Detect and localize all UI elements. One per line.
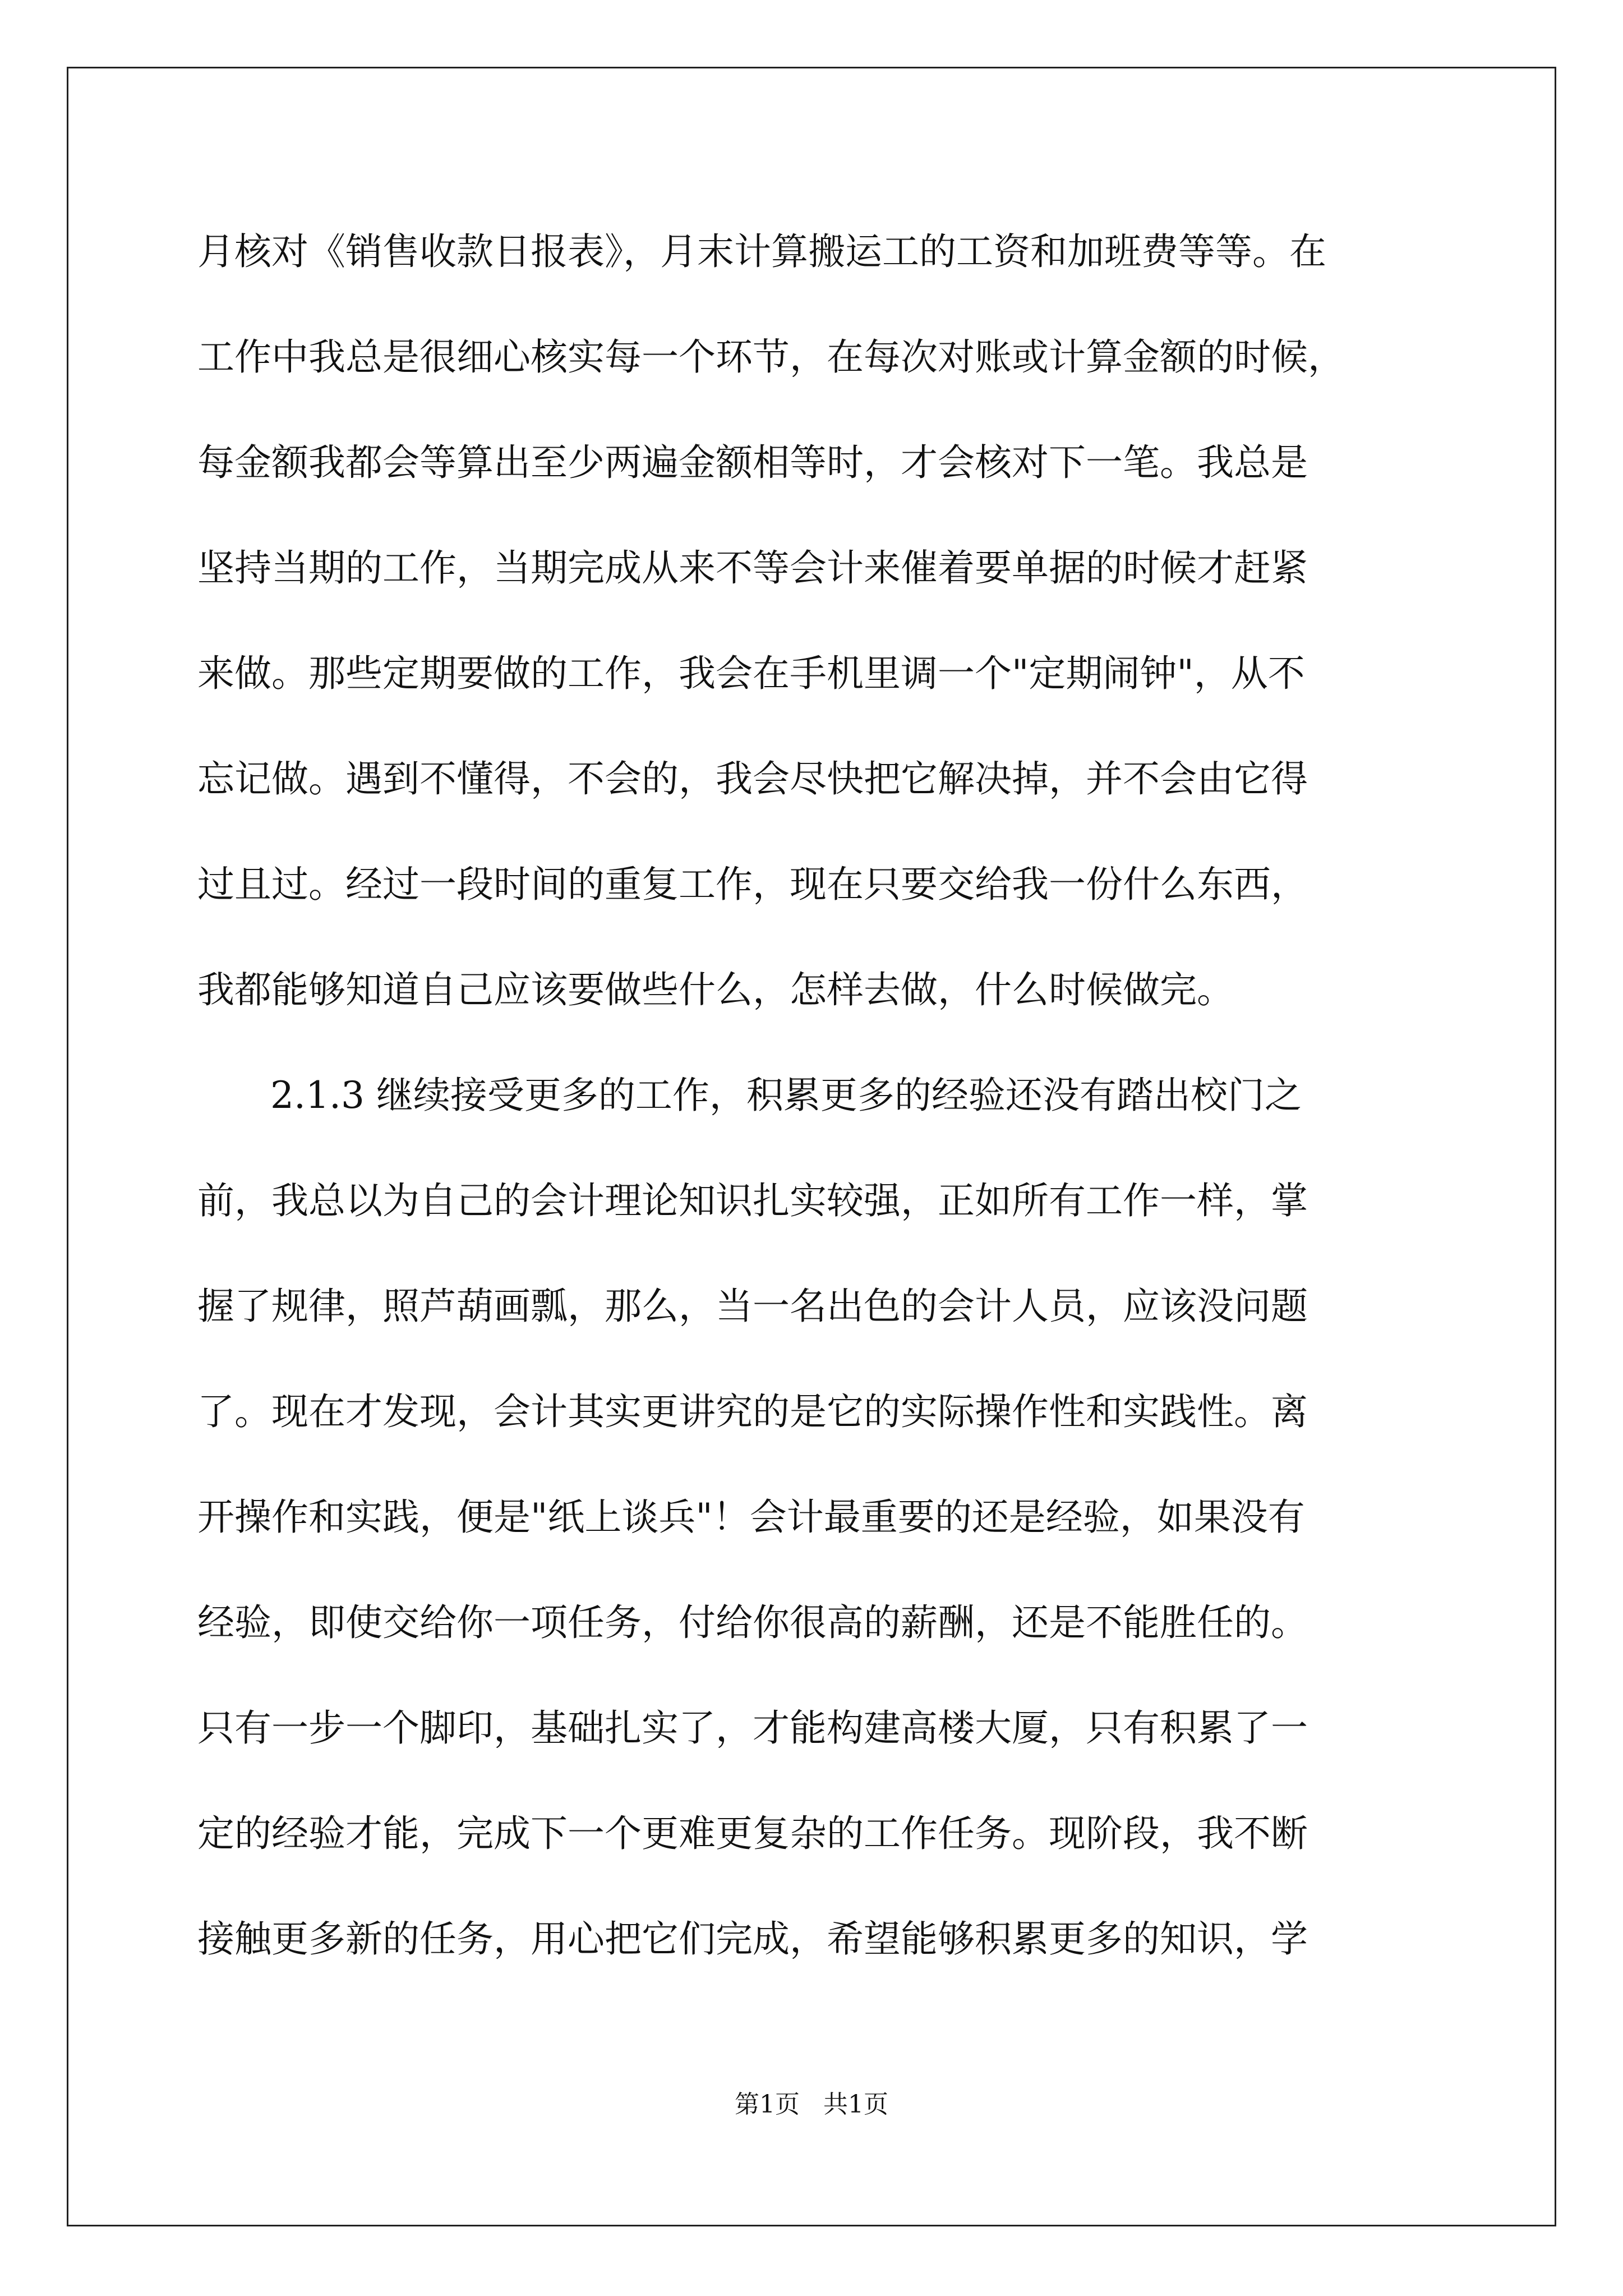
text-line: 每金额我都会等算出至少两遍金额相等时，才会核对下一笔。我总是 xyxy=(197,441,1308,484)
text-line: 我都能够知道自己应该要做些什么，怎样去做，什么时候做完。 xyxy=(197,968,1234,1011)
section-heading-line: 2.1.3 继续接受更多的工作，积累更多的经验还没有踏出校门之 xyxy=(270,1074,1302,1117)
text-line: 坚持当期的工作，当期完成从来不等会计来催着要单据的时候才赶紧 xyxy=(197,546,1308,590)
text-line: 定的经验才能，完成下一个更难更复杂的工作任务。现阶段，我不断 xyxy=(197,1812,1308,1855)
text-line: 过且过。经过一段时间的重复工作，现在只要交给我一份什么东西， xyxy=(197,863,1308,906)
text-line: 月核对《销售收款日报表》，月末计算搬运工的工资和加班费等等。在 xyxy=(197,230,1326,273)
document-body xyxy=(197,199,1437,1992)
text-line: 忘记做。遇到不懂得，不会的，我会尽快把它解决掉，并不会由它得 xyxy=(197,757,1308,800)
text-line: 了。现在才发现，会计其实更讲究的是它的实际操作性和实践性。离 xyxy=(197,1390,1308,1433)
page-footer: 第1页 共1页 xyxy=(735,2090,888,2119)
text-line: 握了规律，照芦葫画瓢，那么，当一名出色的会计人员，应该没问题 xyxy=(197,1285,1308,1328)
text-line: 开操作和实践，便是"纸上谈兵"！会计最重要的还是经验，如果没有 xyxy=(197,1496,1305,1539)
text-line: 接触更多新的任务，用心把它们完成，希望能够积累更多的知识，学 xyxy=(197,1917,1308,1961)
text-line: 前，我总以为自己的会计理论知识扎实较强，正如所有工作一样，掌 xyxy=(197,1179,1308,1222)
text-line: 工作中我总是很细心核实每一个环节，在每次对账或计算金额的时候， xyxy=(197,335,1345,379)
text-line: 只有一步一个脚印，基础扎实了，才能构建高楼大厦，只有积累了一 xyxy=(197,1706,1308,1750)
text-line: 来做。那些定期要做的工作，我会在手机里调一个"定期闹钟"，从不 xyxy=(197,652,1305,695)
text-line: 经验，即使交给你一项任务，付给你很高的薪酬，还是不能胜任的。 xyxy=(197,1601,1308,1644)
